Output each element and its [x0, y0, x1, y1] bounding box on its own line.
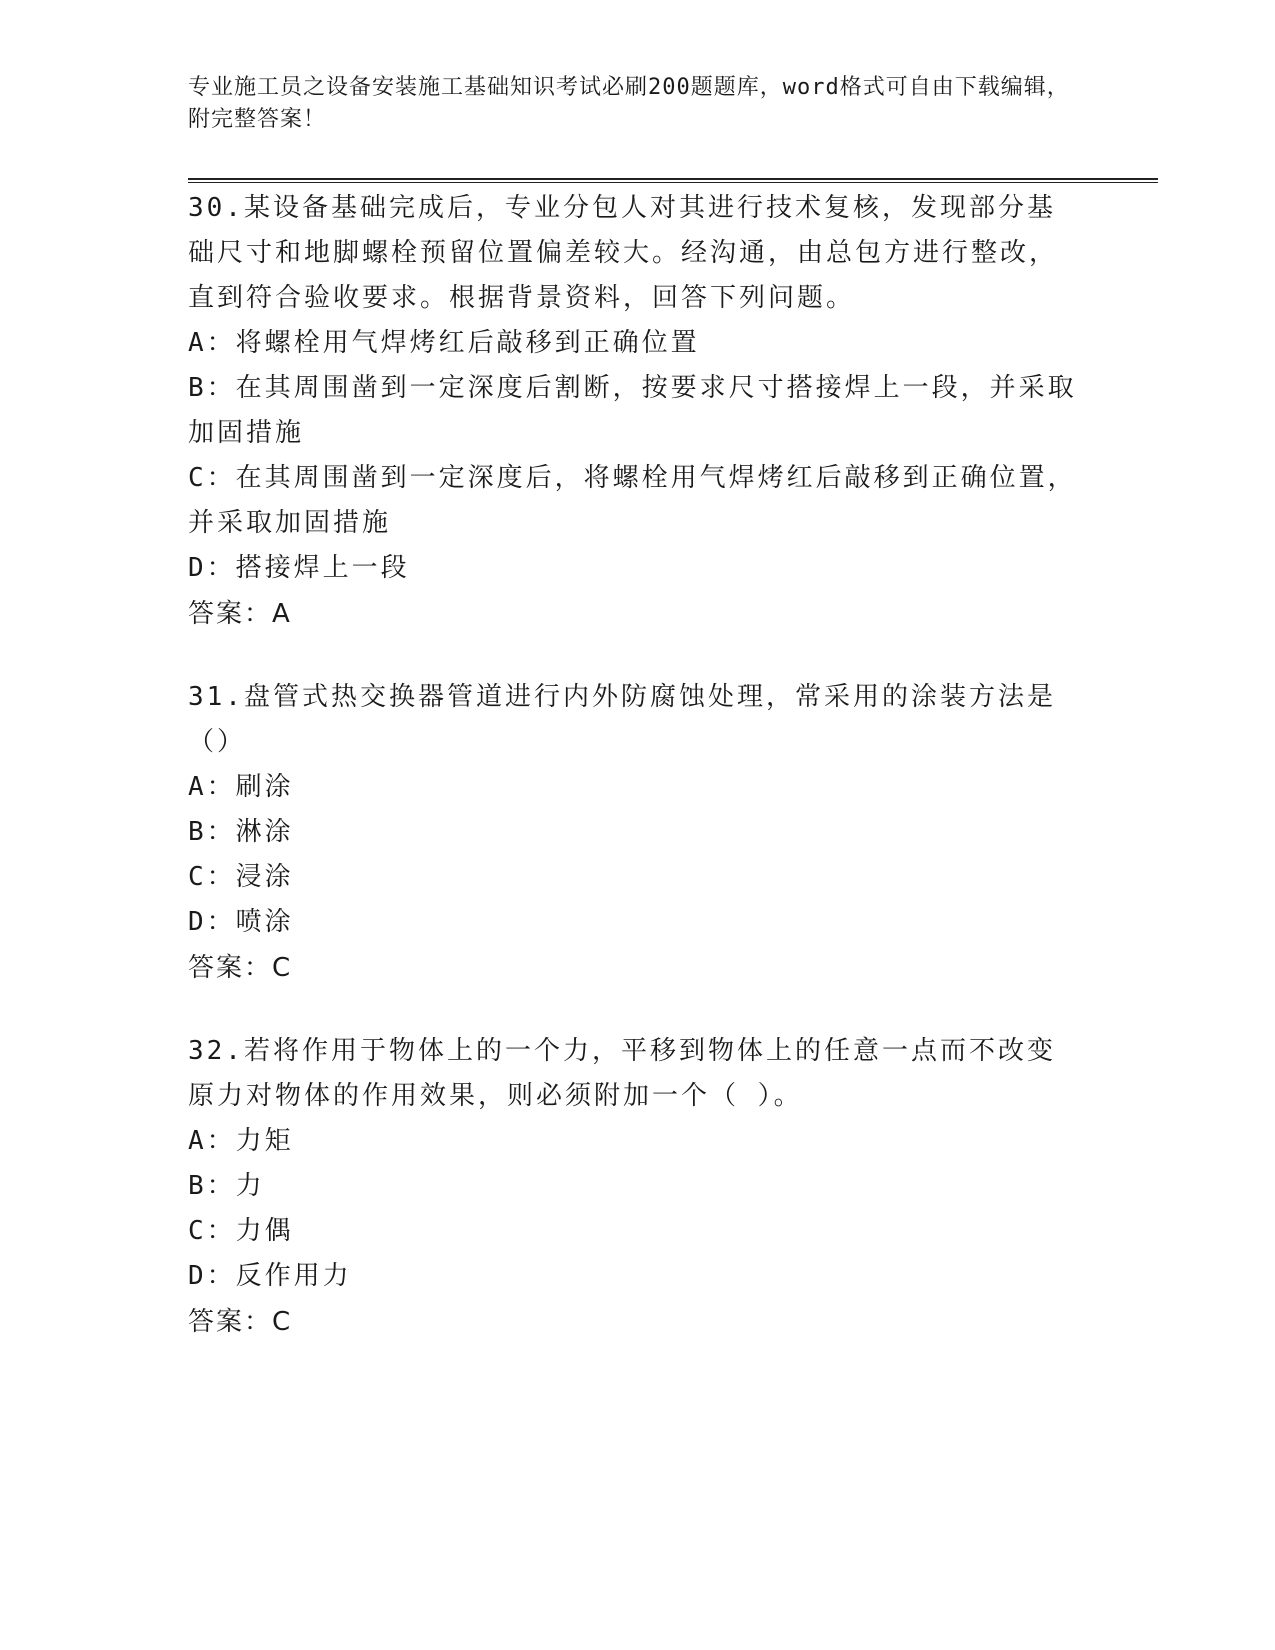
option-b: B：力 [188, 1171, 265, 1201]
question-list [188, 186, 1078, 1383]
option-d: D：喷涂 [188, 907, 294, 937]
question-stem: 32.若将作用于物体上的一个力，平移到物体上的任意一点而不改变原力对物体的作用效果，则必须附加一个（ ）。 [188, 1036, 1056, 1111]
document-header: 专业施工员之设备安装施工基础知识考试必刷200题题库，word格式可自由下载编辑，附完整答案！ [188, 75, 1070, 132]
question-31 [188, 675, 1078, 991]
option-b: B：淋涂 [188, 817, 294, 847]
option-b: B：在其周围凿到一定深度后割断，按要求尺寸搭接焊上一段，并采取加固措施 [188, 373, 1077, 448]
option-a: A：刷涂 [188, 772, 294, 802]
option-c: C：力偶 [188, 1216, 294, 1246]
question-32 [188, 1029, 1078, 1345]
option-d: D：反作用力 [188, 1261, 352, 1291]
option-a: A：力矩 [188, 1126, 294, 1156]
header-divider [188, 178, 1158, 183]
option-c: C：浸涂 [188, 862, 294, 892]
answer-line: 答案：C [188, 953, 293, 983]
option-a: A：将螺栓用气焊烤红后敲移到正确位置 [188, 328, 700, 358]
question-stem: 31.盘管式热交换器管道进行内外防腐蚀处理，常采用的涂装方法是（） [188, 682, 1056, 757]
option-d: D：搭接焊上一段 [188, 553, 410, 583]
question-30 [188, 186, 1078, 637]
answer-line: 答案：A [188, 599, 292, 629]
question-stem: 30.某设备基础完成后，专业分包人对其进行技术复核，发现部分基础尺寸和地脚螺栓预留位置偏差较大。经沟通，由总包方进行整改，直到符合验收要求。根据背景资料，回答下列问题。 [188, 193, 1059, 313]
answer-line: 答案：C [188, 1307, 293, 1337]
option-c: C：在其周围凿到一定深度后，将螺栓用气焊烤红后敲移到正确位置，并采取加固措施 [188, 463, 1077, 538]
